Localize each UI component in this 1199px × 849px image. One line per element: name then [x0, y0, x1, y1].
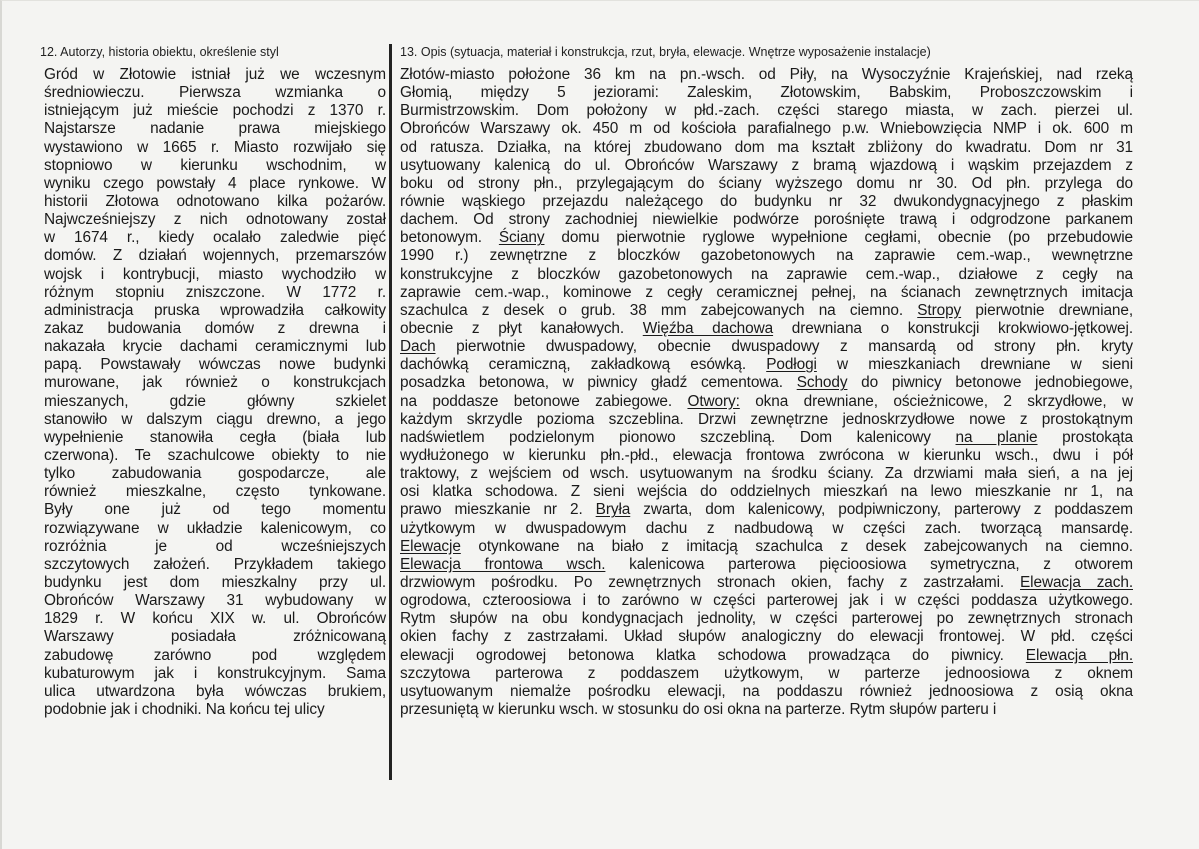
line-text: zwarta, dom kalenicowy, podpiwniczony, parterowy z poddaszem — [630, 501, 1133, 519]
line-text: nadświetlem podzielonym pionowo szczebliną. Dom kalenicowy — [400, 428, 956, 446]
left-text-line: 1829 r. W końcu XIX w. ul. Obrońców — [44, 610, 386, 628]
line-text: posadzka betonowa, w piwnicy gładź cementowa. — [400, 374, 797, 392]
line-text: prostokąta — [1037, 428, 1133, 446]
line-text: drewniana o konstrukcji krokwiowo-jętkowej. — [773, 319, 1133, 337]
line-text: przesuniętą w kierunku wsch. w stosunku do osi okna na parterze. Rytm słupów parteru i — [400, 700, 997, 718]
right-text-line — [400, 501, 1133, 519]
line-text: obecnie z płyt kanałowych. — [400, 319, 643, 337]
right-text-line — [400, 556, 1133, 574]
right-text-line — [400, 211, 1133, 229]
line-text: konstrukcyjne z bloczków gazobetonowych na zaprawie cem.-wap., działowe z cegły na — [400, 265, 1133, 283]
line-text: boku od strony płn., przylegającym do ściany wyższego domu nr 30. Od płn. przylega do — [400, 174, 1133, 192]
left-text-line: szczytowych założeń. Przykładem takiego — [44, 555, 386, 573]
left-text-line: istniejącym już mieście pochodzi z 1370 r. — [44, 102, 386, 120]
right-text-line — [400, 701, 1133, 719]
section-label: na planie — [955, 428, 1038, 446]
left-text-line: Warszawy posiadała zróżnicowaną — [44, 628, 386, 646]
left-text-line: nakazała krycie dachami ceramicznymi lub — [44, 338, 386, 356]
left-text-line: również mieszkalne, często tynkowane. — [44, 483, 386, 501]
line-text: szczytowa parterowa z poddaszem użytkowym, w parterze jednoosiowa z oknem — [400, 664, 1133, 682]
section-label: Więźba dachowa — [642, 319, 774, 337]
line-text: w mieszkaniach drewniane w sieni — [816, 356, 1134, 374]
right-text-line — [400, 683, 1133, 701]
right-text-line — [400, 411, 1133, 429]
left-text-line: ulica utwardzona była wówczas brukiem, — [44, 682, 386, 700]
line-text: usytuowanym niemalże pośrodku elewacji, na poddaszu również jednoosiowa z osią okna — [400, 682, 1133, 700]
column-divider — [389, 44, 392, 780]
left-text-line: historii Złotowa odnotowano kilka pożarów. — [44, 192, 386, 210]
line-text: wydłużonego w kierunku płn.-płd., elewacja frontowa zwrócona w kierunku wsch., dwu i pół — [400, 446, 1133, 464]
right-text-line — [400, 393, 1133, 411]
line-text: betonowym. — [400, 229, 499, 247]
line-text: dachem. Od strony zachodniej niewielkie podwórze porośnięte trawą i odgrodzone parkanem — [400, 211, 1133, 229]
line-text: szachulca z desek o grub. 38 mm zabejcowanych na ciemno. — [400, 301, 918, 319]
line-text: pierwotnie dwuspadowy, obecnie dwuspadowy z mansardą od strony płn. kryty — [435, 338, 1133, 356]
right-text-line — [400, 610, 1133, 628]
right-text-line — [400, 574, 1133, 592]
section-label: Elewacje — [400, 537, 461, 555]
left-text-line: zabudowę zarówno pod względem — [44, 646, 386, 664]
left-text-line: podobnie jak i chodniki. Na końcu tej ulicy — [44, 700, 325, 718]
right-text-line — [400, 120, 1133, 138]
left-text-line: rozróżnia je od wcześniejszych — [44, 537, 386, 555]
line-text: Rytm słupów na obu kondygnacjach jednolity, w części parterowej po zewnętrznych stronach — [400, 610, 1133, 628]
right-text-line — [400, 302, 1133, 320]
line-text: okna drewniane, ościeżnicowe, 2 skrzydłowe, w — [739, 392, 1133, 410]
line-text: pierwotnie drewniane, — [961, 301, 1134, 319]
line-text: ogrodowa, czteroosiowa i to zarówno w części parterowej jak i w części poddasza użytkowego. — [400, 592, 1133, 610]
left-text-line: murowane, jak również o konstrukcjach — [44, 374, 386, 392]
section-label: Schody — [796, 374, 848, 392]
left-text-line: różnym stopniu zniszczone. W 1772 r. — [44, 283, 386, 301]
right-text-line — [400, 139, 1133, 157]
section-label: Elewacja frontowa wsch. — [400, 555, 606, 573]
line-text: Głomią, między 5 jeziorami: Zaleskim, Złotowskim, Babskim, Proboszczowskim i — [400, 84, 1133, 102]
right-text-line — [400, 266, 1133, 284]
left-text-line: rozwiązywane w układzie kalenicowym, co — [44, 519, 386, 537]
line-text: prawo mieszkanie nr 2. — [400, 501, 596, 519]
line-text: osi klatka schodowa. Z sieni wejścia do oddzielnych mieszkań na lewo mieszkanie nr 1, na — [400, 483, 1133, 501]
right-text-line — [400, 538, 1133, 556]
left-text-line: zakaz budowania domów z drewna i — [44, 319, 386, 337]
right-text-line — [400, 284, 1133, 302]
section-label: Otwory: — [687, 392, 740, 410]
line-text: domu pierwotnie ryglowe wypełnione cegłami, obecnie (po przebudowie — [544, 229, 1133, 247]
left-text-line: wojsk i kontrybucji, miasto wychodziło w — [44, 265, 386, 283]
line-text: na poddasze betonowe zabiegowe. — [400, 392, 688, 410]
right-text-line — [400, 193, 1133, 211]
right-text-line — [400, 665, 1133, 683]
right-text-line — [400, 229, 1133, 247]
left-text-line: stanowiło w dalszym ciągu drewno, a jego — [44, 410, 386, 428]
right-text-line — [400, 628, 1133, 646]
left-text-line: wypełnienie stanowiła cegła (biała lub — [44, 428, 386, 446]
left-text-line: Były one już od tego momentu — [44, 501, 386, 519]
line-text: traktowy, z wejściem od wsch. usytuowanym na środku ściany. Za drzwiami mała sień, a na jej — [400, 465, 1133, 483]
section-label: Podłogi — [766, 356, 817, 374]
left-text-line: stopniowo w kierunku wschodnim, w — [44, 156, 386, 174]
section-label: Stropy — [917, 301, 962, 319]
left-text-line: Najwcześniejszy z nich odnotowany został — [44, 211, 386, 229]
right-heading: 13. Opis (sytuacja, materiał i konstrukcja, rzut, bryła, elewacje. Wnętrze wyposażenie instalacje) — [400, 45, 931, 59]
line-text: elewacji ogrodowej betonowa klatka schodowa prowadząca do piwnicy. — [400, 646, 1026, 664]
right-text-line — [400, 102, 1133, 120]
right-text-line — [400, 175, 1133, 193]
section-label: Dach — [400, 338, 436, 356]
left-text-line: mieszanych, gdzie główny szkielet — [44, 392, 386, 410]
left-text-line: kubaturowym jak i konstrukcyjnym. Sama — [44, 664, 386, 682]
line-text: drzwiowym pośrodku. Po zewnętrznych stronach okien, fachy z zastrzałami. — [400, 573, 1021, 591]
right-text-line — [400, 465, 1133, 483]
right-text-line — [400, 247, 1133, 265]
right-text-line — [400, 592, 1133, 610]
line-text: Burmistrzowskim. Dom położony w płd.-zach. części starego miasta, w zach. pierzei ul. — [400, 102, 1133, 120]
left-text-line: domów. Z działań wojennych, przemarszów — [44, 247, 386, 265]
left-text-line: wyniku czego powstały 4 place rynkowe. W — [44, 174, 386, 192]
left-body-text — [36, 66, 386, 719]
right-text-line — [400, 356, 1133, 374]
left-text-line: wystawiono w 1665 r. Miasto rozwijało się — [44, 138, 386, 156]
right-text-line — [400, 647, 1133, 665]
left-heading: 12. Autorzy, historia obiektu, określenie styl — [40, 45, 279, 59]
line-text: Złotów-miasto położone 36 km na pn.-wsch. od Piły, na Wysoczyźnie Krajeńskiej, nad rzeką — [400, 66, 1133, 83]
section-label: Bryła — [595, 501, 631, 519]
right-text-line — [400, 429, 1133, 447]
right-text-line — [400, 84, 1133, 102]
left-text-line: w 1674 r., kiedy ocalało zaledwie pięć — [44, 229, 386, 247]
line-text: kalenicowa parterowa pięcioosiowa symetryczna, z otworem — [605, 555, 1133, 573]
right-text-line — [400, 338, 1133, 356]
right-text-line — [400, 520, 1133, 538]
right-text-line — [400, 66, 1133, 84]
section-label: Ściany — [498, 229, 545, 247]
line-text: otynkowane na biało z imitacją szachulca z desek zabejcowanych na ciemno. — [460, 537, 1133, 555]
line-text: Obrońców Warszawy ok. 450 m od kościoła parafialnego p.w. Wniebowzięcia NMP i ok. 600 m — [400, 120, 1133, 138]
section-label: Elewacja zach. — [1020, 573, 1133, 591]
line-text: równie wąskiego przejazdu należącego do budynku nr 32 dwukondygnacyjnego z płaskim — [400, 192, 1133, 210]
line-text: 1990 r.) zewnętrzne z bloczków gazobetonowych na zaprawie cem.-wap., wewnętrzne — [400, 247, 1133, 265]
right-text-line — [400, 447, 1133, 465]
right-text-line — [400, 374, 1133, 392]
left-text-line: administracja pruska wprowadziła całkowity — [44, 301, 386, 319]
right-column — [400, 44, 1133, 719]
left-text-line: papą. Powstawały wówczas nowe budynki — [44, 356, 386, 374]
right-body-text — [400, 66, 1133, 719]
line-text: użytkowym w dwuspadowym dachu z nadbudową w części zach. tworzącą mansardę. — [400, 519, 1133, 537]
line-text: okien fachy z zastrzałami. Układ słupów analogiczny do elewacji frontowej. W płd. części — [400, 628, 1133, 646]
line-text: od ratusza. Działka, na której zbudowano dom ma kształt zbliżony do kwadratu. Dom nr 31 — [400, 138, 1133, 156]
left-text-line: tylko zabudowania gospodarcze, ale — [44, 465, 386, 483]
left-column — [36, 44, 386, 719]
line-text: dachówką ceramiczną, zakładkową esówką. — [400, 356, 767, 374]
left-text-line: budynku jest dom mieszkalny przy ul. — [44, 573, 386, 591]
line-text: usytuowany kalenicą do ul. Obrońców Warszawy z bramą wjazdową i wąskim przejazdem z — [400, 156, 1133, 174]
left-text-line: średniowieczu. Pierwsza wzmianka o — [44, 84, 386, 102]
left-text-line: Obrońców Warszawy 31 wybudowany w — [44, 592, 386, 610]
right-text-line — [400, 157, 1133, 175]
section-label: Elewacja płn. — [1025, 646, 1133, 664]
line-text: każdym skrzydle pozioma szczeblina. Drzwi zewnętrzne jednoskrzydłowe nowe z prostokątnym — [400, 410, 1133, 428]
left-text-line: Gród w Złotowie istniał już we wczesnym — [44, 66, 386, 83]
right-text-line — [400, 483, 1133, 501]
line-text: zaprawie cem.-wap., kominowe z cegły ceramicznej pełnej, na ścianach zewnętrznych imitacja — [400, 283, 1133, 301]
right-text-line — [400, 320, 1133, 338]
left-text-line: Najstarsze nadanie prawa miejskiego — [44, 120, 386, 138]
line-text: do piwnicy betonowe jednobiegowe, — [847, 374, 1133, 392]
left-text-line: czerwona). Te szachulcowe obiekty to nie — [44, 446, 386, 464]
